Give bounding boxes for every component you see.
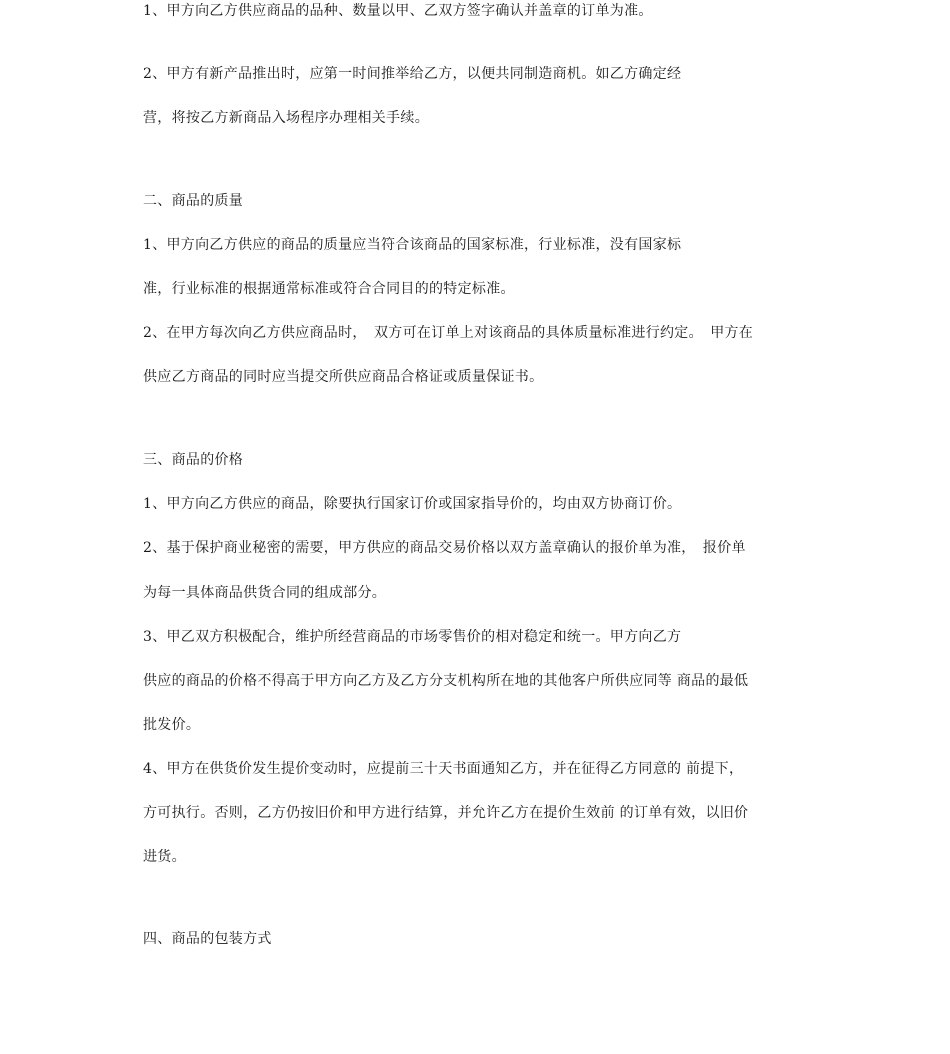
clause-1-2-line-2: 营，将按乙方新商品入场程序办理相关手续。 [143,110,429,126]
clause-3-3-line-2: 供应的商品的价格不得高于甲方向乙方及乙方分支机构所在地的其他客户所供应同等 商品的最低 [143,673,749,689]
clause-3-4-line-3: 进货。 [143,849,186,865]
section-heading-packaging: 四、商品的包装方式 [143,931,272,947]
clause-3-3-line-1: 3、甲乙双方积极配合，维护所经营商品的市场零售价的相对稳定和统一。甲方向乙方 [143,629,682,645]
clause-2-1-line-1: 1、甲方向乙方供应的商品的质量应当符合该商品的国家标准，行业标准，没有国家标 [143,237,682,253]
clause-1-2-line-1: 2、甲方有新产品推出时，应第一时间推举给乙方，以便共同制造商机。如乙方确定经 [143,66,682,82]
clause-2-2-line-2: 供应乙方商品的同时应当提交所供应商品合格证或质量保证书。 [143,369,544,385]
clause-3-3-line-3: 批发价。 [143,717,201,733]
clause-3-2-line-1: 2、基于保护商业秘密的需要，甲方供应的商品交易价格以双方盖章确认的报价单为准， 报价单 [143,540,746,556]
clause-3-4-line-1: 4、甲方在供货价发生提价变动时，应提前三十天书面通知乙方，并在征得乙方同意的 前提下， [143,761,744,777]
section-heading-quality: 二、商品的质量 [143,193,244,209]
clause-3-1: 1、甲方向乙方供应的商品，除要执行国家订价或国家指导价的，均由双方协商订价。 [143,496,682,512]
clause-3-4-line-2: 方可执行。否则，乙方仍按旧价和甲方进行结算，并允许乙方在提价生效前 的订单有效，以旧价 [143,805,749,821]
clause-3-2-line-2: 为每一具体商品供货合同的组成部分。 [143,585,387,601]
clause-1-1: 1、甲方向乙方供应商品的品种、数量以甲、乙双方签字确认并盖章的订单为准。 [143,3,653,19]
section-heading-price: 三、商品的价格 [143,452,244,468]
clause-2-2-line-1: 2、在甲方每次向乙方供应商品时， 双方可在订单上对该商品的具体质量标准进行约定。 甲方在 [143,325,754,341]
clause-2-1-line-2: 准，行业标准的根据通常标准或符合合同目的的特定标准。 [143,281,515,297]
